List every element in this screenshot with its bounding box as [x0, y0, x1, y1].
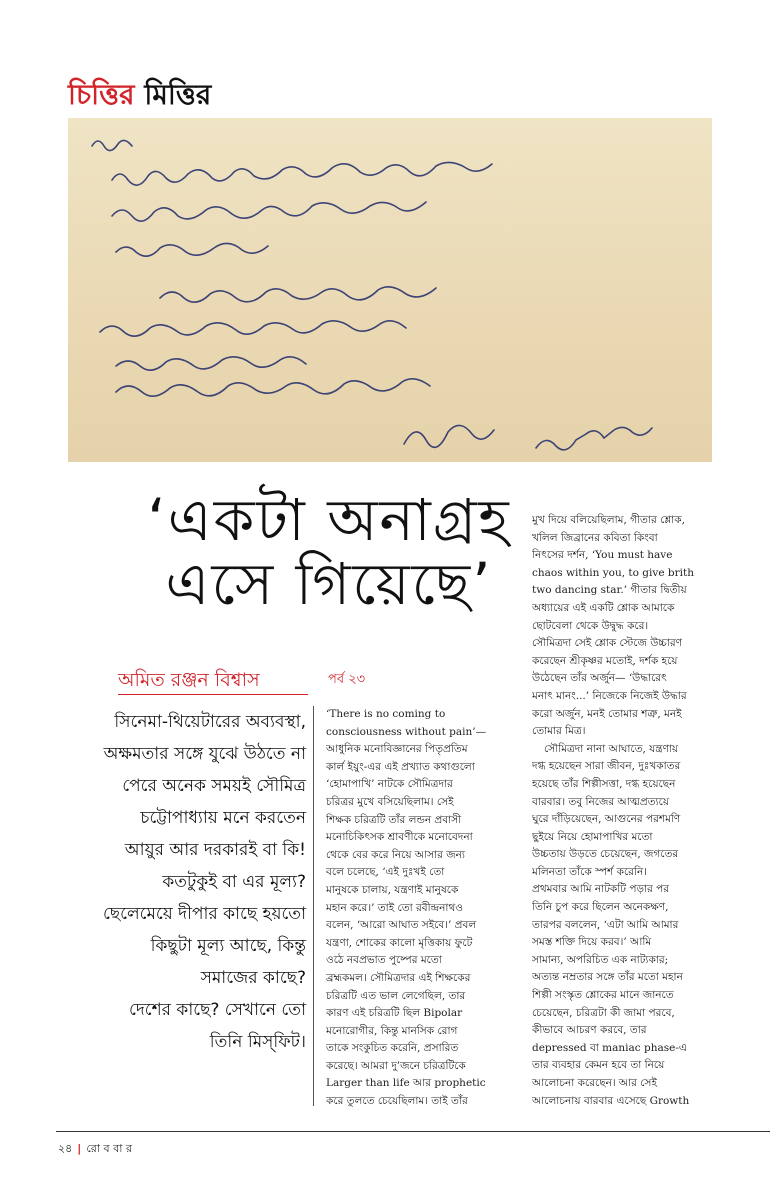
body-line: ছুইয়ে নিয়ে হোমাপাখির মতো: [532, 830, 653, 843]
body-line: করেছে। আমরা দু’জনে চরিত্রটিকে: [326, 1059, 466, 1072]
pull-quote-line: সমাজের কাছে?: [200, 968, 306, 988]
body-line: আলোচনায় বারবার এসেছে Growth: [532, 1094, 690, 1107]
article-column-2: [326, 706, 514, 1111]
body-line: আলোচনা করেছেন। আর সেই: [532, 1077, 657, 1089]
author-underline: [118, 694, 308, 695]
pull-quote-line: চট্টোপাধ্যায় মনে করতেন: [140, 808, 306, 828]
body-line: হয়েছে তাঁর শিল্পীসত্তা, দগ্ধ হয়েছেন: [532, 777, 676, 790]
body-line: ব্রহ্মকমল। সৌমিত্রদার এই শিক্ষকের: [326, 971, 471, 984]
body-line: মলিনতা তাঁকে স্পর্শ করেনি।: [532, 865, 647, 878]
body-line: তোমার মিত্র।: [532, 725, 586, 738]
body-line: depressed বা maniac phase-এ: [532, 1041, 687, 1054]
magazine-name: রো ব বা র: [86, 1142, 133, 1155]
body-line: করে তুলতে চেয়েছিলাম। তাই তাঁর: [326, 1095, 468, 1108]
page-footer: [58, 1140, 132, 1159]
section-title-part2: মিত্তির: [144, 78, 212, 111]
pull-quote-line: আয়ুর আর দরকারই বা কি!: [124, 840, 306, 860]
body-line: মনাৎ মানং...’ নিজেকে নিজেই উদ্ধার: [532, 689, 687, 702]
headline-line-2: এসে গিয়েছে’: [165, 550, 493, 618]
footer-rule: [56, 1131, 770, 1132]
body-line: খলিল জিব্রানের কবিতা কিংবা: [532, 531, 658, 544]
body-line: আধুনিক মনোবিজ্ঞানের পিতৃপ্রতিম: [326, 743, 468, 756]
body-line: করো অর্জুন, মনই তোমার শত্রু, মনই: [532, 707, 682, 720]
footer-separator: |: [77, 1142, 82, 1155]
body-line: ঘুরে দাঁড়িয়েছেন, আগুনের পরশমণি: [532, 813, 681, 826]
body-line: মনোচিকিৎসক শ্রাবণীকে মনোবেদনা: [326, 831, 473, 844]
author-name: অমিত রঞ্জন বিশ্বাস: [118, 669, 260, 691]
body-line: চরিত্রটি এত ভাল লেগেছিল, তার: [326, 989, 466, 1002]
body-line: সমস্ত শক্তি দিয়ে করব।’ আমি: [532, 936, 652, 949]
body-line: চরিত্রর মুখে বসিয়েছিলাম। সেই: [326, 795, 454, 808]
body-line: তার ব্যবহার কেমন হবে তা নিয়ে: [532, 1059, 665, 1072]
body-line: two dancing star.’ গীতার দ্বিতীয়: [532, 584, 687, 597]
body-line: প্রথমবার আমি নাটকটি পড়ার পর: [532, 883, 670, 896]
body-line: বলে চলেছে, ‘এই দুঃখই তো: [326, 866, 445, 879]
pull-quote-line: সিনেমা-থিয়েটারের অব্যবস্থা,: [114, 712, 306, 732]
pull-quote-line: ছেলেমেয়ে দীপার কাছে হয়তো: [102, 904, 306, 924]
body-line: বারবার। তবু নিজের আত্মপ্রত্যয়ে: [532, 795, 670, 808]
body-line: যন্ত্রণা, শোকের কালো মৃত্তিকায় ফুটে: [326, 936, 473, 949]
article-column-3: [532, 512, 712, 1110]
body-line: মনোরোগীর, কিন্তু মানসিক রোগ: [326, 1024, 458, 1037]
body-line: নিৎসের দর্শন, ‘You must have: [532, 549, 673, 562]
body-line: উঠেছেন তাঁর অর্জুন— ‘উদ্ধারেৎ: [532, 672, 667, 685]
page-number: ২৪: [58, 1142, 73, 1155]
body-line: ছোটবেলা থেকে উদ্বুদ্ধ করে।: [532, 619, 649, 632]
column-divider: [313, 706, 314, 1106]
body-line: ‘হোমাপাখি’ নাটকে সৌমিত্রদার: [326, 778, 453, 791]
body-line: মহান করে।’ তাই তো রবীন্দ্রনাথও: [326, 901, 463, 914]
body-line: থেকে বের করে নিয়ে আসার জন্য: [326, 848, 465, 861]
body-line: ‘There is no coming to: [326, 708, 446, 720]
body-line: consciousness without pain’—: [326, 725, 487, 738]
body-line: ওঠে নবপ্রভাত পুষ্পের মতো: [326, 954, 442, 967]
headline: [140, 488, 518, 616]
body-line: তারপর বললেন, ‘এটা আমি আমার: [532, 918, 679, 931]
body-line: সৌমিত্রদা সেই শ্লোক স্টেজে উচ্চারণ: [532, 637, 682, 650]
body-line: মুখ দিয়ে বলিয়েছিলাম, গীতার শ্লোক,: [532, 514, 685, 526]
pull-quote-line: দেশের কাছে? সেখানে তো: [128, 1000, 306, 1020]
body-line: কীভাবে আচরণ করবে, তার: [532, 1024, 647, 1037]
body-line: উচ্চতায় উড়তে চেয়েছেন, জগতের: [532, 848, 679, 861]
pull-quote-line: তিনি মিস্‌ফিট।: [209, 1032, 306, 1052]
handwritten-letter-image: [68, 118, 712, 462]
pull-quote-line: কতটুকুই বা এর মূল্য?: [162, 872, 306, 892]
body-line: শিল্পী সংস্কৃত শ্লোকের মানে জানতে: [532, 989, 674, 1002]
body-line: শিক্ষক চরিত্রটি তাঁর লন্ডন প্রবাসী: [326, 813, 462, 826]
body-line: অধ্যায়ের এই একটি শ্লোক আমাকে: [532, 601, 675, 614]
body-line: বলেন, ‘আরো আঘাত সইবে।’ প্রবল: [326, 919, 477, 932]
body-line: সৌমিত্রদা নানা আঘাতে, যন্ত্রণায়: [544, 742, 679, 755]
body-line: দগ্ধ হয়েছেন সারা জীবন, দুঃখকাতর: [532, 760, 681, 773]
body-line: কার্ল ইয়ুং-এর এই প্রখ্যাত কথাগুলো: [326, 760, 475, 773]
body-line: চেয়েছেন, চরিত্রটা কী জামা পরবে,: [532, 1006, 675, 1019]
pull-quote-line: কিছুটা মূল্য আছে, কিন্তু: [150, 936, 306, 956]
pull-quote-line: পেরে অনেক সময়ই সৌমিত্র: [122, 776, 306, 796]
body-line: কারণ এই চরিত্রটি ছিল Bipolar: [326, 1007, 463, 1020]
body-line: সামান্য, অপরিচিত এক নাট্যকার;: [532, 953, 669, 966]
body-line: Larger than life আর prophetic: [326, 1077, 486, 1090]
body-line: তাকে সংকুচিত করেনি, প্রসারিত: [326, 1042, 459, 1055]
pull-quote: [68, 706, 306, 1058]
pull-quote-line: অক্ষমতার সঙ্গে যুঝে উঠতে না: [103, 744, 306, 764]
section-title: [68, 76, 211, 114]
section-title-part1: চিত্তির: [68, 78, 135, 111]
body-line: তিনি চুপ করে ছিলেন অনেকক্ষণ,: [532, 901, 669, 914]
headline-line-1: ‘একটা অনাগ্রহ: [147, 486, 511, 554]
body-line: অত্যন্ত নম্রতার সঙ্গে তাঁর মতো মহান: [532, 971, 683, 984]
body-line: করেছেন শ্রীকৃষ্ণর মতোই, দর্শক হয়ে: [532, 654, 678, 667]
body-line: chaos within you, to give brith: [532, 566, 694, 579]
episode-label: পর্ব ২৩: [328, 672, 366, 687]
handwriting-scribbles: [68, 118, 712, 462]
body-line: মানুষকে চালায়, যন্ত্রণাই মানুষকে: [326, 883, 459, 896]
